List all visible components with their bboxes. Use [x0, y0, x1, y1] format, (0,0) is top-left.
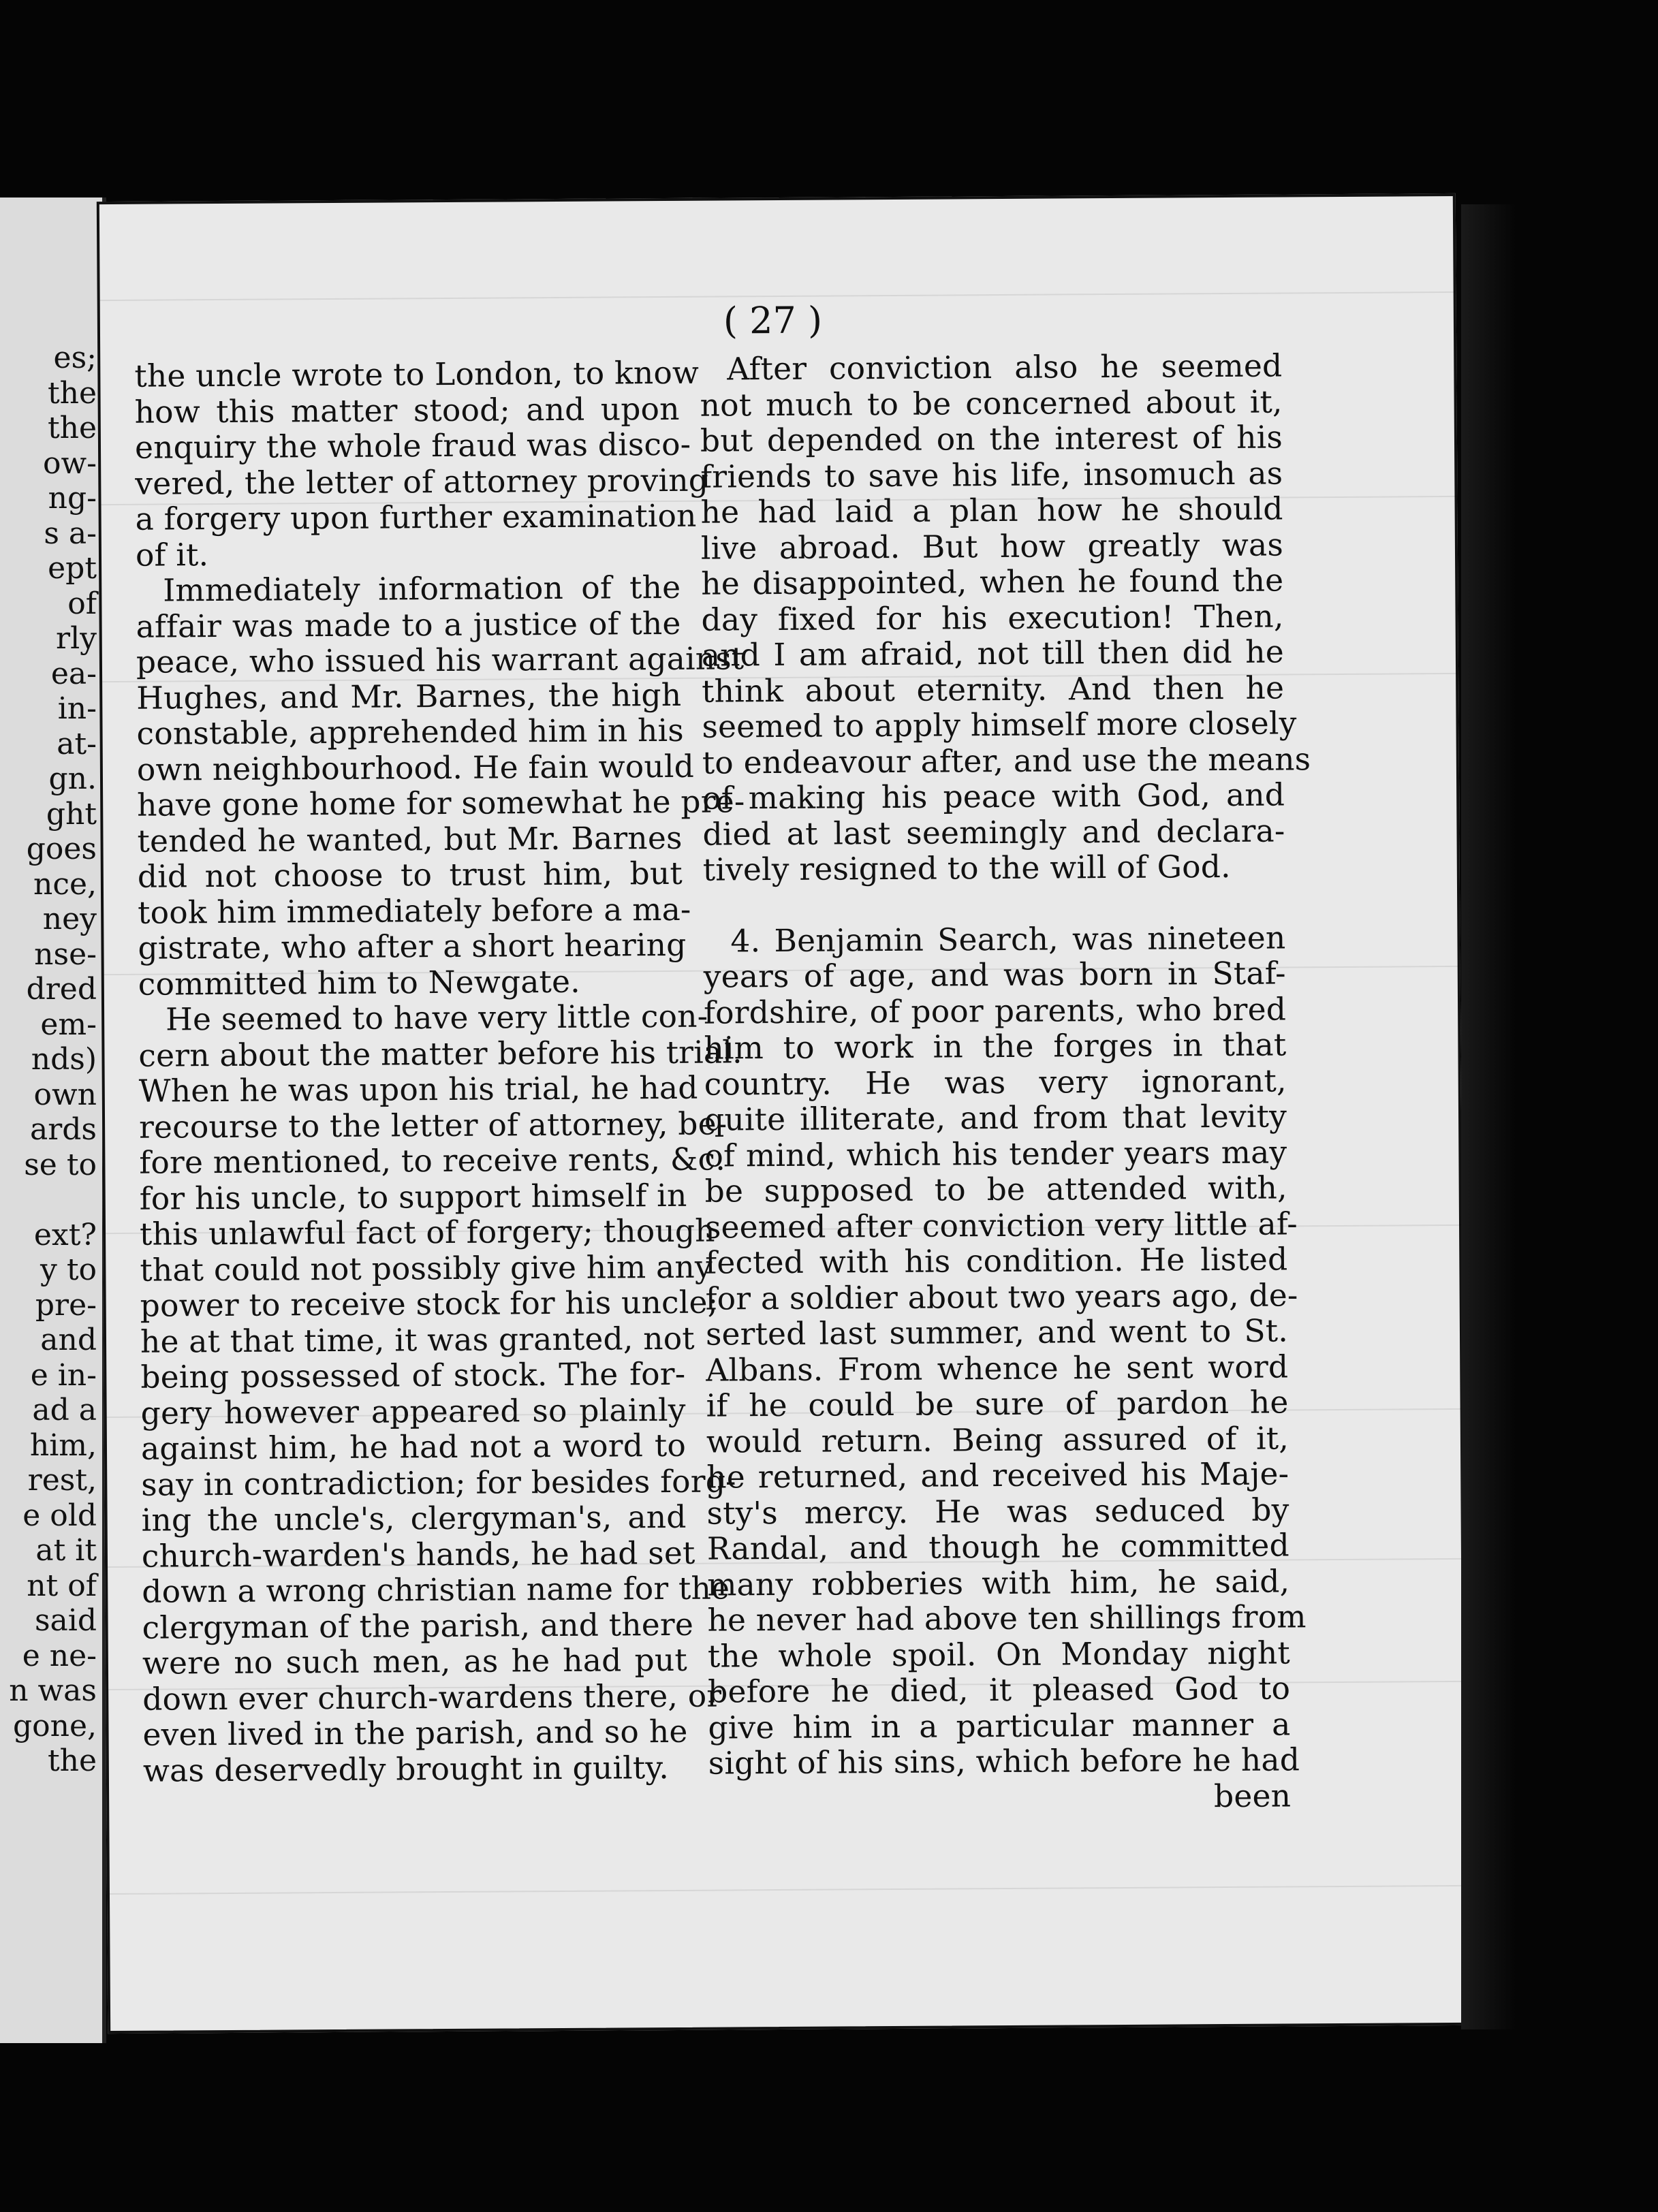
page-number: ( 27 ) — [723, 298, 823, 343]
text-line: sty's mercy. He was seduced by — [706, 1491, 1289, 1532]
text-line: affair was made to a justice of the — [136, 605, 681, 645]
facing-page-line: ext? — [33, 1217, 97, 1252]
text-line: took him immediately before a ma- — [138, 891, 691, 931]
text-line: down ever church-wardens there, or — [142, 1677, 722, 1718]
text-line: vered, the letter of attorney proving — [135, 462, 709, 502]
text-line: After conviction also he seemed — [727, 347, 1283, 388]
facing-page-line: nce, — [33, 866, 97, 902]
text-line: he had laid a plan how he should — [700, 490, 1283, 531]
facing-page-line: rly — [56, 621, 97, 656]
book-edge — [1461, 204, 1516, 2029]
text-line: He seemed to have very little con- — [165, 998, 708, 1038]
text-line: a forgery upon further examination — [135, 497, 697, 537]
text-line: Albans. From whence he sent word — [706, 1348, 1289, 1389]
facing-page-line: gn. — [48, 761, 97, 796]
facing-page-line: es; — [53, 341, 97, 375]
text-line: fordshire, of poor parents, who bred — [703, 990, 1287, 1031]
text-line: was deservedly brought in guilty. — [142, 1749, 670, 1789]
facing-page-line: e ne- — [22, 1638, 97, 1673]
facing-page-line: the — [47, 375, 97, 411]
text-line: he at that time, it was granted, not — [140, 1320, 695, 1360]
facing-page-line: ards — [29, 1112, 97, 1147]
text-line: ing the uncle's, clergyman's, and — [141, 1498, 687, 1538]
text-line: against him, he had not a word to — [140, 1427, 687, 1467]
facing-page-line: own — [33, 1077, 97, 1112]
text-line: gery however appeared so plainly — [140, 1391, 686, 1432]
text-line: the uncle wrote to London, to know — [134, 354, 700, 394]
text-line: seemed after conviction very little af- — [704, 1205, 1298, 1246]
text-line: and I am afraid, not till then did he — [701, 633, 1285, 674]
text-line: him to work in the forges in that — [704, 1026, 1287, 1066]
text-line: been — [1213, 1777, 1292, 1814]
facing-page-line: goes — [26, 832, 97, 866]
text-line: down a wrong christian name for the — [142, 1570, 730, 1610]
text-line: seemed to apply himself more closely — [702, 705, 1297, 745]
facing-page-line: s a- — [44, 516, 97, 551]
text-line: live abroad. But how greatly was — [700, 526, 1284, 567]
text-line: country. He was very ignorant, — [704, 1062, 1287, 1103]
text-line: cern about the matter before his trial. — [138, 1033, 742, 1074]
text-line: the whole spoil. On Monday night — [707, 1634, 1291, 1675]
facing-page-line: ad a — [32, 1393, 97, 1427]
facing-page-line: em- — [40, 1007, 97, 1042]
text-line: even lived in the parish, and so he — [142, 1713, 688, 1753]
facing-page-line: and — [40, 1323, 97, 1357]
ruling-line — [110, 1885, 1465, 1895]
text-line: enquiry the whole fraud was disco- — [134, 426, 691, 466]
facing-page-line: ow- — [42, 445, 97, 481]
text-line: not much to be concerned about it, — [700, 383, 1283, 424]
left-text-column — [134, 354, 745, 1789]
paragraph-gap — [703, 885, 1285, 923]
text-line: peace, who issued his warrant against — [136, 640, 745, 680]
facing-page-line: ney — [42, 902, 97, 936]
text-line: to endeavour after, and use the means — [702, 740, 1311, 781]
text-line: When he was upon his trial, he had — [138, 1069, 698, 1109]
text-line: friends to save his life, insomuch as — [700, 454, 1283, 495]
facing-page-line: ght — [46, 796, 97, 832]
text-line: did not choose to trust him, but — [137, 855, 683, 895]
text-line: if he could be sure of pardon he — [706, 1384, 1289, 1424]
text-line: he never had above ten shillings from — [707, 1598, 1307, 1639]
text-line: of it. — [135, 536, 209, 573]
text-line: give him in a particular manner a — [708, 1705, 1291, 1746]
page — [97, 193, 1467, 2034]
facing-page-line: e old — [22, 1498, 97, 1533]
text-line: serted last summer, and went to St. — [705, 1312, 1289, 1353]
text-line: this unlawful fact of forgery; though — [139, 1212, 715, 1252]
text-line: think about eternity. And then he — [702, 669, 1285, 710]
facing-page-line: him, — [29, 1427, 97, 1463]
facing-page-line: ept — [48, 551, 97, 586]
text-line: church-warden's hands, he had set — [141, 1534, 695, 1575]
text-line: that could not possibly give him any — [140, 1248, 713, 1289]
text-line: clergyman of the parish, and there — [142, 1606, 694, 1646]
facing-page-line: pre- — [35, 1287, 97, 1323]
text-line: but depended on the interest of his — [700, 419, 1283, 459]
facing-page-line: nds) — [31, 1042, 97, 1077]
text-line: say in contradiction; for besides forg- — [141, 1462, 736, 1503]
facing-page-line: in- — [57, 691, 97, 726]
facing-page-line: dred — [26, 972, 97, 1007]
text-line: own neighbourhood. He fain would — [136, 748, 695, 788]
text-line: were no such men, as he had put — [142, 1641, 688, 1681]
text-line: recourse to the letter of attorney, be- — [138, 1105, 728, 1146]
text-line: he returned, and received his Maje- — [706, 1455, 1289, 1496]
facing-page-line: gone, — [12, 1708, 97, 1743]
text-line: day fixed for his execution! Then, — [701, 597, 1284, 638]
text-line: sight of his sins, which before he had — [708, 1741, 1300, 1782]
right-text-column — [700, 347, 1311, 1817]
facing-page-line: at it — [35, 1533, 97, 1568]
text-line: Hughes, and Mr. Barnes, the high — [136, 676, 682, 716]
facing-page-line: rest, — [27, 1463, 97, 1498]
facing-page-line: the — [47, 411, 97, 445]
text-line: quite illiterate, and from that levity — [704, 1098, 1287, 1138]
text-line: Immediately information of the — [163, 569, 681, 609]
text-line: how this matter stood; and upon — [134, 390, 680, 430]
facing-page-line: at- — [57, 726, 97, 761]
facing-page-line: se to — [24, 1147, 97, 1182]
text-line: gistrate, who after a short hearing — [138, 926, 687, 966]
text-line: fore mentioned, to receive rents, &c. — [139, 1141, 726, 1181]
text-line: 4. Benjamin Search, was nineteen — [730, 919, 1286, 959]
text-line: being possessed of stock. The for- — [140, 1355, 686, 1395]
text-line: died at last seemingly and declara- — [702, 812, 1285, 853]
facing-page-fragment — [0, 198, 106, 2043]
text-line: fected with his condition. He listed — [705, 1241, 1288, 1281]
facing-page-line: y to — [40, 1252, 97, 1287]
text-line: power to receive stock for his uncle; — [140, 1284, 719, 1324]
text-line: have gone home for somewhat he pre- — [137, 783, 745, 823]
text-line: tended he wanted, but Mr. Barnes — [137, 819, 683, 859]
text-line: of mind, which his tender years may — [704, 1133, 1287, 1174]
facing-page-line: the — [47, 1743, 97, 1778]
facing-page-line: nt of — [27, 1568, 97, 1603]
text-line: many robberies with him, he said, — [707, 1562, 1290, 1603]
text-line: years of age, and was born in Staf- — [703, 955, 1286, 995]
facing-page-line: of — [67, 586, 97, 621]
facing-page-line: ng- — [48, 481, 97, 516]
page-ruling — [99, 196, 1453, 204]
text-line: Randal, and though he committed — [706, 1527, 1290, 1567]
text-line: he disappointed, when he found the — [701, 562, 1284, 602]
facing-page-line: said — [34, 1603, 97, 1638]
text-line: committed him to Newgate. — [138, 963, 581, 1002]
facing-page-line: nse- — [34, 936, 97, 972]
text-line: would return. Being assured of it, — [706, 1419, 1289, 1460]
text-line: of making his peace with God, and — [702, 776, 1285, 817]
text-line: before he died, it pleased God to — [708, 1670, 1291, 1710]
facing-page-line: ea- — [50, 656, 97, 691]
text-line: constable, apprehended him in his — [136, 712, 685, 752]
facing-page-line: n was — [9, 1673, 97, 1708]
text-line: for his uncle, to support himself in — [139, 1177, 687, 1217]
text-line: for a soldier about two years ago, de- — [705, 1276, 1298, 1317]
text-line: be supposed to be attended with, — [704, 1169, 1287, 1210]
facing-page-line: e in- — [30, 1357, 97, 1393]
text-line: tively resigned to the will of God. — [702, 848, 1231, 888]
